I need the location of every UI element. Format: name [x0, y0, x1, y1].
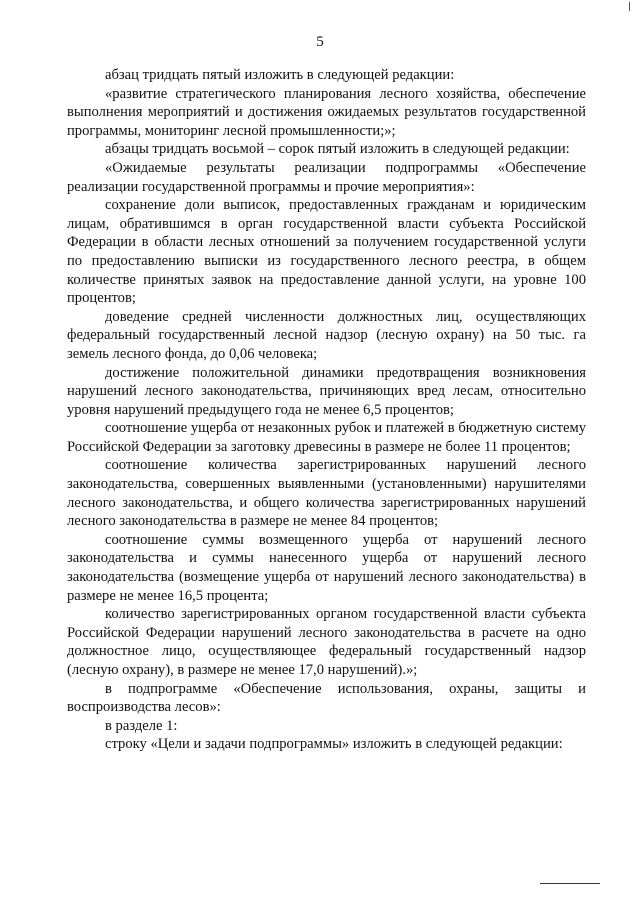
paragraph-10: соотношение суммы возмещенного ущерба от нарушений лесного законодательства и суммы нанесенного ущерба от нарушений лесного законодательства (возмещение ущерба от нарушений лесного законодательства) в размере не менее 16,5 процента; — [67, 531, 586, 604]
paragraph-9: соотношение количества зарегистрированных нарушений лесного законодательства, совершенных выявленными (установленными) нарушителями лесного законодательства, и общего количества зарегистрированных нарушений лесного законодательства в размере не менее 84 процентов; — [67, 457, 586, 530]
paragraph-4: «Ожидаемые результаты реализации подпрограммы «Обеспечение реализации государственной программы и прочие мероприятия»: — [67, 159, 586, 195]
footer-rule — [540, 883, 600, 884]
paragraph-1: абзац тридцать пятый изложить в следующей редакции: — [105, 67, 455, 83]
corner-scan-mark — [629, 2, 630, 11]
paragraph-13: в разделе 1: — [105, 717, 178, 734]
paragraph-6: доведение средней численности должностных лиц, осуществляющих федеральный государственный лесной надзор (лесную охрану) на 50 тыс. га земель лесного фонда, до 0,06 человека; — [67, 308, 586, 362]
paragraph-12: в подпрограмме «Обеспечение использования, охраны, защиты и воспроизводства лесов»: — [67, 680, 586, 716]
paragraph-2: «развитие стратегического планирования лесного хозяйства, обеспечение выполнения мероприятий и достижения ожидаемых результатов государственной программы, мониторинг лесной промышленности;»; — [67, 85, 586, 139]
document-body — [67, 66, 586, 754]
paragraph-11: количество зарегистрированных органом государственной власти субъекта Российской Федерации нарушений лесного законодательства в расчете на одно должностное лицо, осуществляющее федеральный государственный надзор (лесную охрану), в размере не менее 17,0 нарушений).»; — [67, 606, 586, 678]
paragraph-14: строку «Цели и задачи подпрограммы» изложить в следующей редакции: — [105, 736, 563, 753]
paragraph-7: достижение положительной динамики предотвращения возникновения нарушений лесного законодательства, причиняющих вред лесам, относительно уровня нарушений предыдущего года не менее 6,5 процентов; — [67, 364, 586, 418]
paragraph-8: соотношение ущерба от незаконных рубок и платежей в бюджетную систему Российской Федерации за заготовку древесины в размере не более 11 процентов; — [67, 420, 586, 455]
paragraph-3: абзацы тридцать восьмой – сорок пятый изложить в следующей редакции: — [105, 141, 570, 158]
paragraph-5: сохранение доли выписок, предоставленных гражданам и юридическим лицам, обратившимся в орган государственной власти субъекта Российской Федерации в области лесных отношений за получением государственной услуги по предоставлению выписки из государственного лесного реестра, в общем количестве принятых заявок на предоставление данной услуги, на уровне 100 процентов; — [67, 197, 586, 307]
page-number: 5 — [316, 34, 324, 50]
